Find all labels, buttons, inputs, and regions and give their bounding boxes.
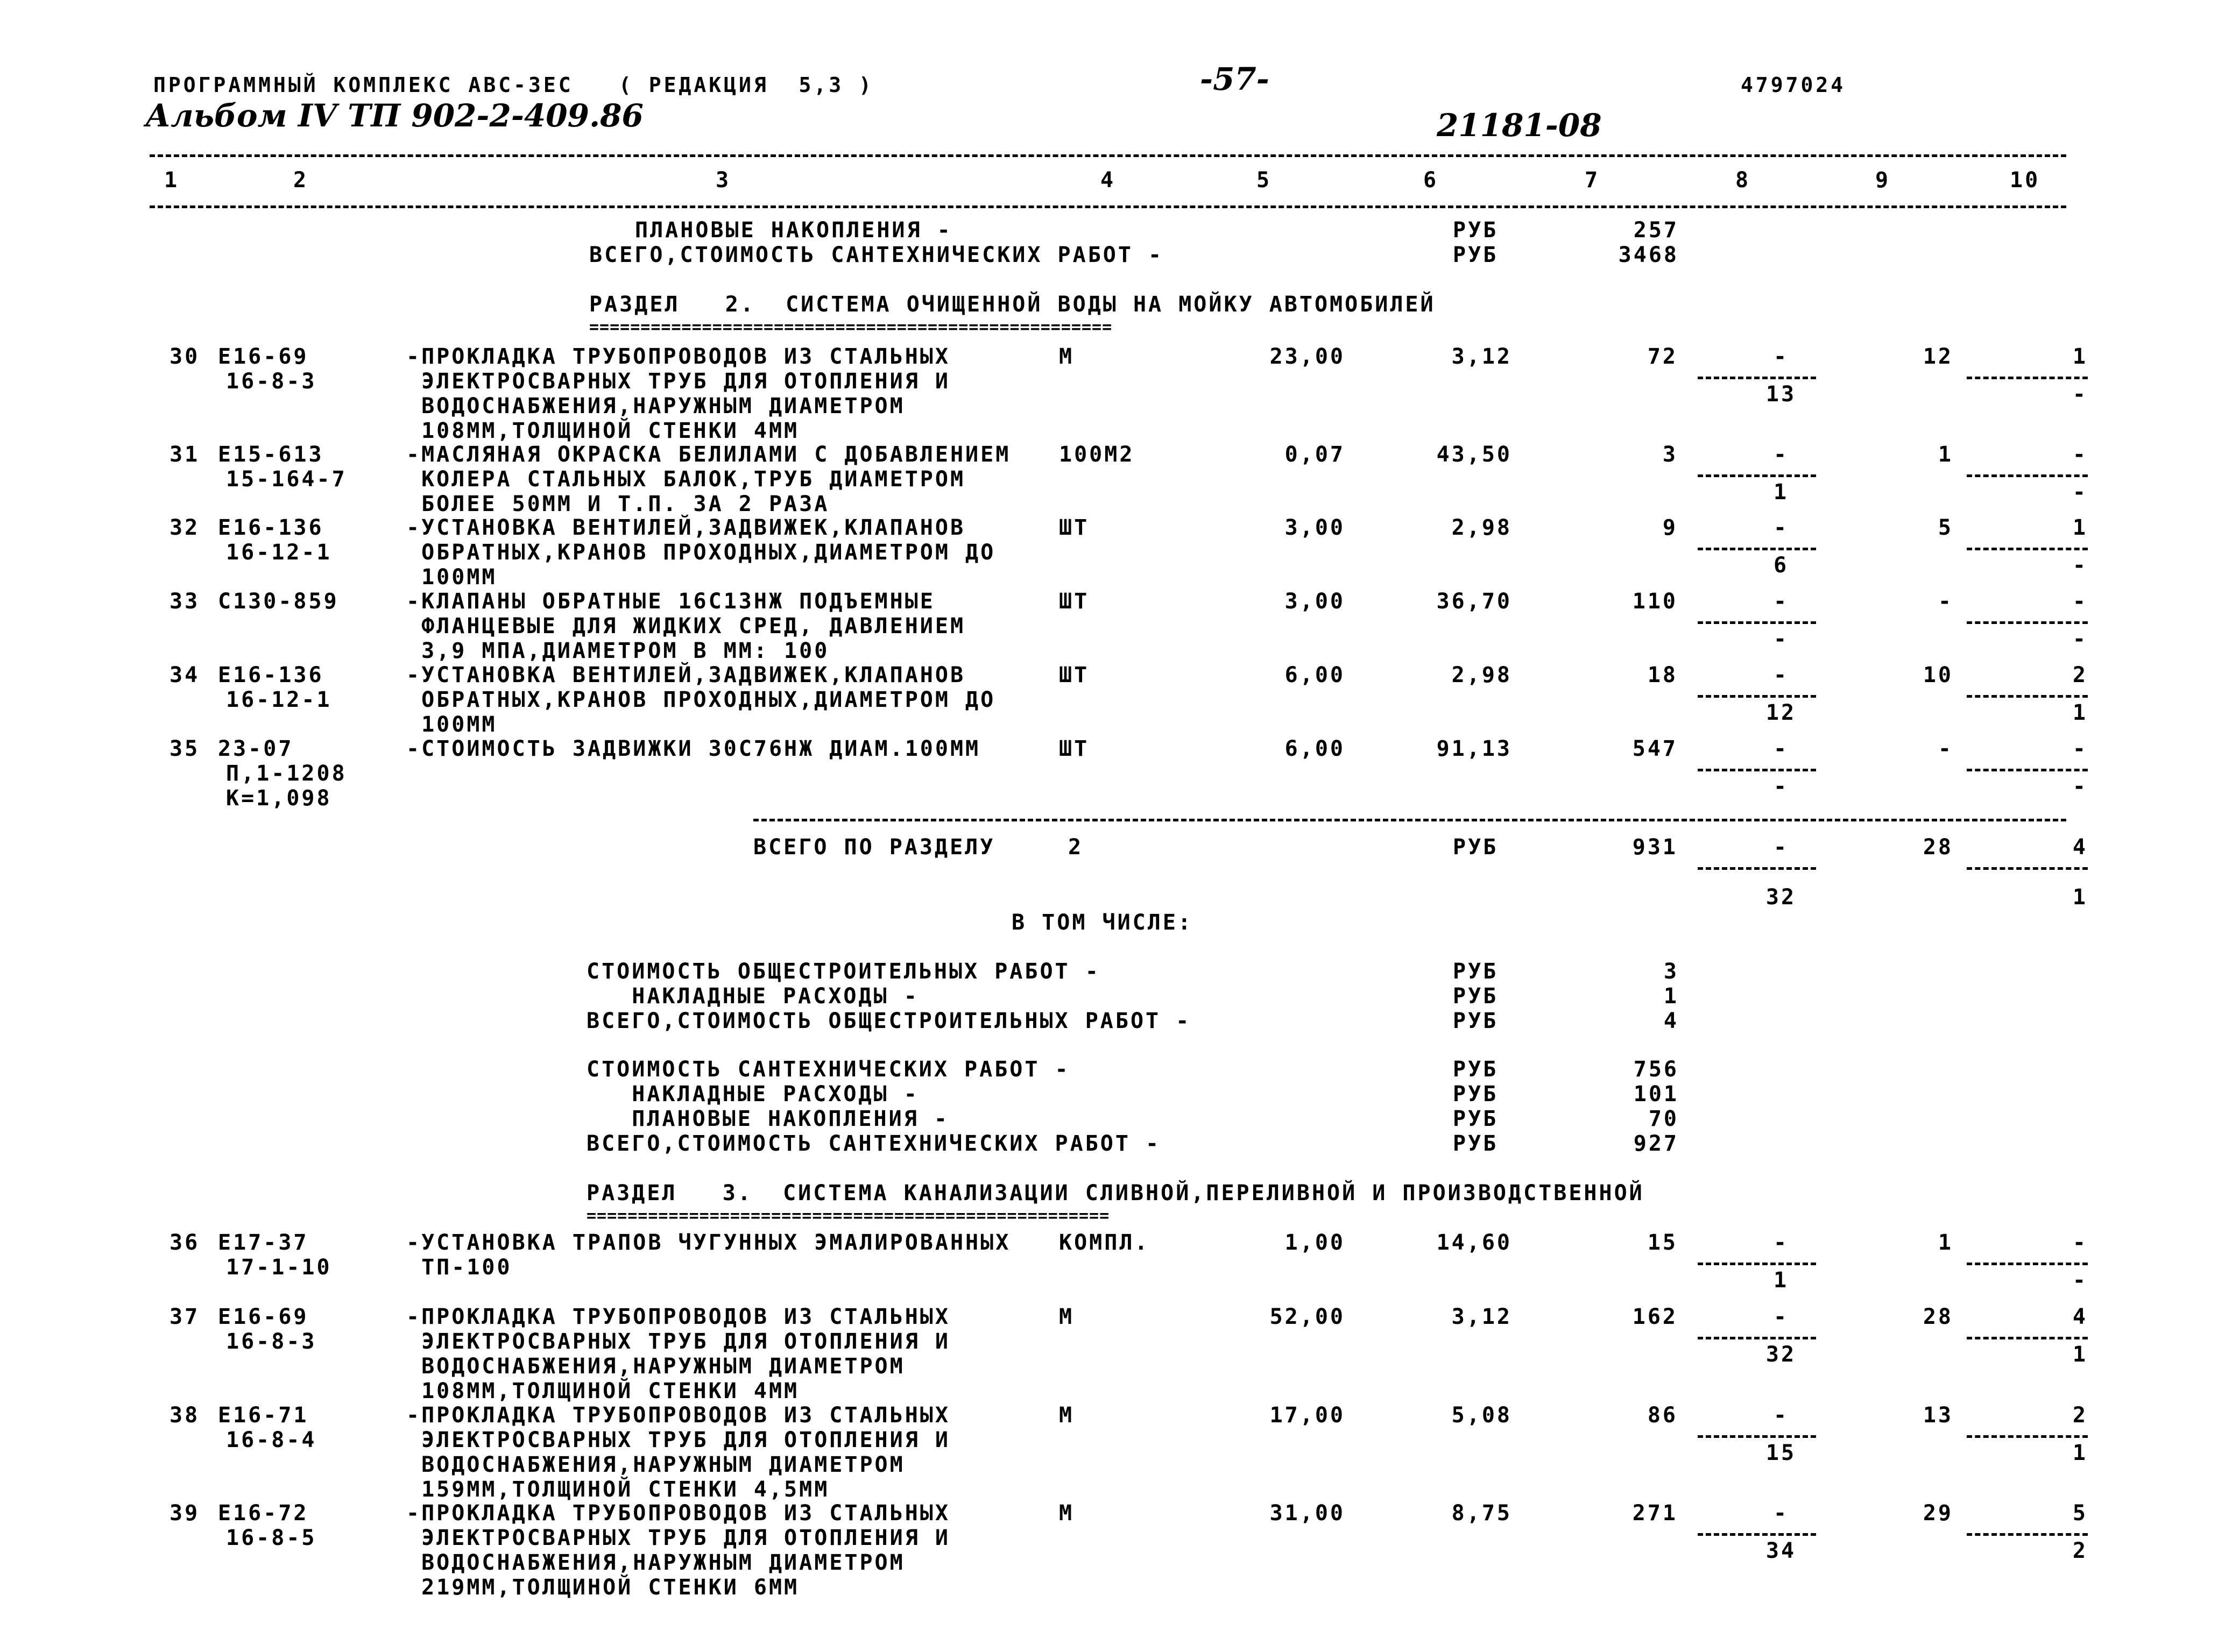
section3-underline: =================================================== (587, 1210, 1110, 1222)
total-santeh-value: 3468 (1618, 243, 1679, 267)
row-number: 32 (169, 515, 200, 540)
total-rule (753, 819, 2066, 821)
row-unit: М (1059, 1403, 1075, 1428)
row-col8-rule (1698, 548, 1816, 550)
row-price: 2,98 (1451, 515, 1512, 540)
row-total: 72 (1647, 344, 1678, 369)
rule-top (150, 154, 2066, 157)
row-col10-rule (1967, 695, 2088, 698)
row-col10-bottom: - (2072, 480, 2088, 505)
breakdown-value: 70 (1648, 1107, 1679, 1131)
row-description: 159ММ,ТОЛЩИНОЙ СТЕНКИ 4,5ММ (406, 1477, 830, 1502)
row-description: -КЛАПАНЫ ОБРАТНЫЕ 16С13НЖ ПОДЪЕМНЫЕ (406, 589, 935, 614)
row-quantity: 17,00 (1269, 1403, 1345, 1428)
row-code3: К=1,098 (226, 786, 332, 811)
row-col8-bottom: 12 (1765, 700, 1797, 725)
section-total-value: 931 (1632, 835, 1678, 860)
row-col10-rule (1967, 1533, 2088, 1536)
section-total-col8-bottom: 32 (1765, 885, 1797, 910)
row-code: Е17-37 (218, 1230, 309, 1255)
row-code2: 15-164-7 (226, 467, 347, 492)
rule-under-columns (150, 205, 2066, 208)
breakdown-unit: РУБ (1453, 1107, 1499, 1131)
breakdown-value: 927 (1633, 1131, 1679, 1156)
section3-title: РАЗДЕЛ 3. СИСТЕМА КАНАЛИЗАЦИИ СЛИВНОЙ,ПЕРЕЛИВНОЙ И ПРОИЗВОДСТВЕННОЙ (587, 1181, 1644, 1206)
doc-code: 4797024 (1741, 73, 1846, 97)
row-code2: 17-1-10 (226, 1255, 332, 1280)
column-number: 9 (1875, 168, 1891, 193)
section-total-label: ВСЕГО ПО РАЗДЕЛУ (753, 835, 995, 860)
row-col10-rule (1967, 769, 2088, 771)
row-price: 5,08 (1451, 1403, 1512, 1428)
row-unit: ШТ (1059, 589, 1090, 614)
row-unit: 100М2 (1059, 442, 1135, 467)
column-number: 10 (2010, 168, 2040, 193)
row-price: 2,98 (1451, 663, 1512, 687)
row-code2: 16-8-5 (226, 1526, 317, 1550)
row-col8-rule (1698, 1435, 1816, 1438)
row-col8-bottom: 32 (1765, 1342, 1797, 1367)
row-col8-rule (1698, 695, 1816, 698)
row-col8: - (1773, 515, 1789, 540)
unit-label: РУБ (1453, 218, 1499, 243)
row-description: -МАСЛЯНАЯ ОКРАСКА БЕЛИЛАМИ С ДОБАВЛЕНИЕМ (406, 442, 1011, 467)
row-number: 39 (169, 1501, 200, 1526)
row-code2: 16-8-3 (226, 369, 317, 394)
program-name: ПРОГРАММНЫЙ КОМПЛЕКС АВС-3ЕС (153, 73, 574, 97)
row-description: ВОДОСНАБЖЕНИЯ,НАРУЖНЫМ ДИАМЕТРОМ (406, 394, 905, 419)
row-col9: 5 (1938, 515, 1953, 540)
breakdown-value: 3 (1663, 959, 1679, 984)
row-col10-bottom: - (2072, 553, 2088, 578)
row-col10: 2 (2072, 663, 2088, 687)
row-col8: - (1773, 1230, 1789, 1255)
row-col8-rule (1698, 1337, 1816, 1339)
row-quantity: 6,00 (1284, 736, 1345, 761)
row-quantity: 31,00 (1269, 1501, 1345, 1526)
row-unit: ШТ (1059, 663, 1090, 687)
plan-accum-label: ПЛАНОВЫЕ НАКОПЛЕНИЯ - (635, 218, 952, 243)
row-description: -ПРОКЛАДКА ТРУБОПРОВОДОВ ИЗ СТАЛЬНЫХ (406, 1501, 950, 1526)
row-col10: - (2072, 442, 2088, 467)
row-col10-rule (1967, 474, 2088, 477)
row-price: 3,12 (1451, 344, 1512, 369)
row-col10-rule (1967, 621, 2088, 624)
row-description: -УСТАНОВКА ВЕНТИЛЕЙ,ЗАДВИЖЕК,КЛАПАНОВ (406, 515, 966, 540)
breakdown-label: ВСЕГО,СТОИМОСТЬ САНТЕХНИЧЕСКИХ РАБОТ - (587, 1131, 1161, 1156)
row-number: 38 (169, 1403, 200, 1428)
row-description: ЭЛЕКТРОСВАРНЫХ ТРУБ ДЛЯ ОТОПЛЕНИЯ И (406, 1428, 950, 1452)
breakdown-unit: РУБ (1453, 959, 1499, 984)
row-total: 18 (1647, 663, 1678, 687)
row-col10-bottom: 2 (2072, 1538, 2088, 1563)
section-total-unit: РУБ (1453, 835, 1499, 860)
section-total-col10-rule (1967, 867, 2088, 870)
section2-underline: =================================================== (589, 322, 1113, 334)
unit-label: РУБ (1453, 243, 1499, 267)
breakdown-unit: РУБ (1453, 1009, 1499, 1033)
row-col8-bottom: - (1773, 627, 1789, 651)
row-code: Е16-136 (218, 515, 324, 540)
row-number: 30 (169, 344, 200, 369)
row-col10-bottom: - (2072, 627, 2088, 651)
row-col10-rule (1967, 377, 2088, 379)
row-description: 108ММ,ТОЛЩИНОЙ СТЕНКИ 4ММ (406, 1379, 800, 1403)
row-col10: 2 (2072, 1403, 2088, 1428)
plan-accum-value: 257 (1633, 218, 1679, 243)
doc-number-stamp: 21181-08 (1437, 107, 1602, 144)
row-description: ВОДОСНАБЖЕНИЯ,НАРУЖНЫМ ДИАМЕТРОМ (406, 1354, 905, 1379)
row-number: 33 (169, 589, 200, 614)
breakdown-label: ВСЕГО,СТОИМОСТЬ ОБЩЕСТРОИТЕЛЬНЫХ РАБОТ - (587, 1009, 1191, 1033)
breakdown-label: СТОИМОСТЬ САНТЕХНИЧЕСКИХ РАБОТ - (587, 1057, 1070, 1082)
row-col9: - (1938, 736, 1953, 761)
row-description: -ПРОКЛАДКА ТРУБОПРОВОДОВ ИЗ СТАЛЬНЫХ (406, 344, 950, 369)
row-unit: М (1059, 344, 1075, 369)
breakdown-unit: РУБ (1453, 1131, 1499, 1156)
row-description: ОБРАТНЫХ,КРАНОВ ПРОХОДНЫХ,ДИАМЕТРОМ ДО (406, 540, 996, 565)
row-col8: - (1773, 1304, 1789, 1329)
row-unit: М (1059, 1304, 1075, 1329)
row-col9: 10 (1923, 663, 1953, 687)
breakdown-unit: РУБ (1453, 1057, 1499, 1082)
row-col10: - (2072, 736, 2088, 761)
row-price: 3,12 (1451, 1304, 1512, 1329)
row-col8: - (1773, 663, 1789, 687)
row-col8: - (1773, 442, 1789, 467)
row-description: ФЛАНЦЕВЫЕ ДЛЯ ЖИДКИХ СРЕД, ДАВЛЕНИЕМ (406, 614, 966, 639)
section-total-col10-bottom: 1 (2072, 885, 2088, 910)
row-quantity: 3,00 (1284, 589, 1345, 614)
row-col8-rule (1698, 1533, 1816, 1536)
row-col8-bottom: 13 (1765, 382, 1797, 407)
row-col9: 1 (1938, 442, 1953, 467)
row-code2: 16-8-4 (226, 1428, 317, 1452)
row-total: 547 (1632, 736, 1678, 761)
row-col8-rule (1698, 769, 1816, 771)
column-number: 4 (1100, 168, 1116, 193)
row-description: -ПРОКЛАДКА ТРУБОПРОВОДОВ ИЗ СТАЛЬНЫХ (406, 1304, 950, 1329)
row-description: 108ММ,ТОЛЩИНОЙ СТЕНКИ 4ММ (406, 419, 800, 443)
row-col10-bottom: - (2072, 382, 2088, 407)
breakdown-value: 4 (1663, 1009, 1679, 1033)
section2-title: РАЗДЕЛ 2. СИСТЕМА ОЧИЩЕННОЙ ВОДЫ НА МОЙКУ АВТОМОБИЛЕЙ (589, 292, 1436, 317)
row-col10: 1 (2072, 515, 2088, 540)
row-price: 14,60 (1436, 1230, 1512, 1255)
row-col10: - (2072, 1230, 2088, 1255)
row-code2: 16-8-3 (226, 1329, 317, 1354)
row-col8-rule (1698, 474, 1816, 477)
row-col8-bottom: 1 (1773, 480, 1789, 505)
row-col9: 13 (1923, 1403, 1953, 1428)
row-quantity: 52,00 (1269, 1304, 1345, 1329)
row-description: ВОДОСНАБЖЕНИЯ,НАРУЖНЫМ ДИАМЕТРОМ (406, 1550, 905, 1575)
row-col8: - (1773, 344, 1789, 369)
row-price: 36,70 (1436, 589, 1512, 614)
row-col8-bottom: - (1773, 774, 1789, 799)
row-col10-bottom: 1 (2072, 700, 2088, 725)
row-code: Е16-69 (218, 344, 309, 369)
row-description: -ПРОКЛАДКА ТРУБОПРОВОДОВ ИЗ СТАЛЬНЫХ (406, 1403, 950, 1428)
row-total: 271 (1632, 1501, 1678, 1526)
total-santeh-label: ВСЕГО,СТОИМОСТЬ САНТЕХНИЧЕСКИХ РАБОТ - (589, 243, 1164, 267)
row-price: 91,13 (1436, 736, 1512, 761)
column-number: 7 (1585, 168, 1600, 193)
row-number: 31 (169, 442, 200, 467)
row-code: С130-859 (218, 589, 339, 614)
row-col10-bottom: - (2072, 774, 2088, 799)
row-description: -УСТАНОВКА ВЕНТИЛЕЙ,ЗАДВИЖЕК,КЛАПАНОВ (406, 663, 966, 687)
row-col8: - (1773, 589, 1789, 614)
row-col10-rule (1967, 1337, 2088, 1339)
breakdown-label: ПЛАНОВЫЕ НАКОПЛЕНИЯ - (587, 1107, 949, 1131)
row-number: 34 (169, 663, 200, 687)
album-stamp: Альбом IV ТП 902-2-409.86 (145, 97, 644, 134)
row-description: ЭЛЕКТРОСВАРНЫХ ТРУБ ДЛЯ ОТОПЛЕНИЯ И (406, 369, 950, 394)
row-unit: М (1059, 1501, 1075, 1526)
column-number: 2 (293, 168, 309, 193)
row-unit: КОМПЛ. (1059, 1230, 1150, 1255)
breakdown-value: 756 (1633, 1057, 1679, 1082)
row-description: -УСТАНОВКА ТРАПОВ ЧУГУННЫХ ЭМАЛИРОВАННЫХ (406, 1230, 1011, 1255)
row-description: БОЛЕЕ 50ММ И Т.П. ЗА 2 РАЗА (406, 492, 830, 516)
section-total-col9: 28 (1923, 835, 1953, 860)
row-col8-bottom: 6 (1773, 553, 1789, 578)
row-unit: ШТ (1059, 515, 1090, 540)
row-unit: ШТ (1059, 736, 1090, 761)
row-description: ОБРАТНЫХ,КРАНОВ ПРОХОДНЫХ,ДИАМЕТРОМ ДО (406, 687, 996, 712)
row-description: ВОДОСНАБЖЕНИЯ,НАРУЖНЫМ ДИАМЕТРОМ (406, 1452, 905, 1477)
row-description: КОЛЕРА СТАЛЬНЫХ БАЛОК,ТРУБ ДИАМЕТРОМ (406, 467, 966, 492)
row-price: 8,75 (1451, 1501, 1512, 1526)
row-code: Е16-136 (218, 663, 324, 687)
section-total-col8: - (1773, 835, 1789, 860)
breakdown-label: НАКЛАДНЫЕ РАСХОДЫ - (587, 984, 919, 1009)
row-col9: 12 (1923, 344, 1953, 369)
row-col8: - (1773, 736, 1789, 761)
page-number: -57- (1200, 61, 1269, 97)
row-total: 110 (1632, 589, 1678, 614)
section-total-col8-rule (1698, 867, 1816, 870)
row-code: Е16-71 (218, 1403, 309, 1428)
row-number: 35 (169, 736, 200, 761)
row-code2: 16-12-1 (226, 687, 332, 712)
column-number: 8 (1735, 168, 1751, 193)
row-quantity: 23,00 (1269, 344, 1345, 369)
column-number: 6 (1423, 168, 1439, 193)
row-col10-rule (1967, 1435, 2088, 1438)
column-number: 1 (164, 168, 180, 193)
row-quantity: 0,07 (1284, 442, 1345, 467)
row-col8: - (1773, 1403, 1789, 1428)
row-col10: 4 (2072, 1304, 2088, 1329)
breakdown-label: НАКЛАДНЫЕ РАСХОДЫ - (587, 1082, 919, 1107)
row-col9: - (1938, 589, 1953, 614)
row-col10: 5 (2072, 1501, 2088, 1526)
breakdown-unit: РУБ (1453, 984, 1499, 1009)
breakdown-value: 101 (1633, 1082, 1679, 1107)
row-col10-bottom: 1 (2072, 1342, 2088, 1367)
row-total: 162 (1632, 1304, 1678, 1329)
row-col10-bottom: 1 (2072, 1441, 2088, 1465)
row-description: 100ММ (406, 712, 497, 737)
row-price: 43,50 (1436, 442, 1512, 467)
row-total: 15 (1647, 1230, 1678, 1255)
row-col8-bottom: 1 (1773, 1268, 1789, 1293)
row-col8-rule (1698, 621, 1816, 624)
row-code: Е16-69 (218, 1304, 309, 1329)
section-total-col10: 4 (2072, 835, 2088, 860)
row-total: 3 (1662, 442, 1678, 467)
section-total-number: 2 (1068, 835, 1084, 860)
row-col10: 1 (2072, 344, 2088, 369)
row-col10-rule (1967, 1263, 2088, 1265)
row-description: ЭЛЕКТРОСВАРНЫХ ТРУБ ДЛЯ ОТОПЛЕНИЯ И (406, 1526, 950, 1550)
row-quantity: 3,00 (1284, 515, 1345, 540)
row-code: 23-07 (218, 736, 294, 761)
row-code: Е15-613 (218, 442, 324, 467)
row-col10-bottom: - (2072, 1268, 2088, 1293)
row-total: 86 (1647, 1403, 1678, 1428)
row-description: 100ММ (406, 565, 497, 590)
column-number: 5 (1256, 168, 1272, 193)
row-col8-rule (1698, 377, 1816, 379)
row-col8-rule (1698, 1263, 1816, 1265)
row-description: -СТОИМОСТЬ ЗАДВИЖКИ 30С76НЖ ДИАМ.100ММ (406, 736, 981, 761)
row-number: 37 (169, 1304, 200, 1329)
edition: ( РЕДАКЦИЯ 5,3 ) (619, 73, 874, 97)
row-col10-rule (1967, 548, 2088, 550)
row-description: 3,9 МПА,ДИАМЕТРОМ В ММ: 100 (406, 639, 830, 663)
breakdown-label: СТОИМОСТЬ ОБЩЕСТРОИТЕЛЬНЫХ РАБОТ - (587, 959, 1100, 984)
row-col9: 28 (1923, 1304, 1953, 1329)
row-total: 9 (1662, 515, 1678, 540)
including-label: В ТОМ ЧИСЛЕ: (1012, 910, 1193, 935)
row-col9: 29 (1923, 1501, 1953, 1526)
row-col8: - (1773, 1501, 1789, 1526)
row-code2: П,1-1208 (226, 761, 347, 786)
row-col8-bottom: 15 (1765, 1441, 1797, 1465)
row-description: 219ММ,ТОЛЩИНОЙ СТЕНКИ 6ММ (406, 1575, 800, 1600)
column-number: 3 (716, 168, 731, 193)
row-number: 36 (169, 1230, 200, 1255)
row-description: ТП-100 (406, 1255, 512, 1280)
row-quantity: 1,00 (1284, 1230, 1345, 1255)
row-col10: - (2072, 589, 2088, 614)
row-code2: 16-12-1 (226, 540, 332, 565)
row-col8-bottom: 34 (1765, 1538, 1797, 1563)
breakdown-value: 1 (1663, 984, 1679, 1009)
row-quantity: 6,00 (1284, 663, 1345, 687)
row-description: ЭЛЕКТРОСВАРНЫХ ТРУБ ДЛЯ ОТОПЛЕНИЯ И (406, 1329, 950, 1354)
row-col9: 1 (1938, 1230, 1953, 1255)
row-code: Е16-72 (218, 1501, 309, 1526)
breakdown-unit: РУБ (1453, 1082, 1499, 1107)
